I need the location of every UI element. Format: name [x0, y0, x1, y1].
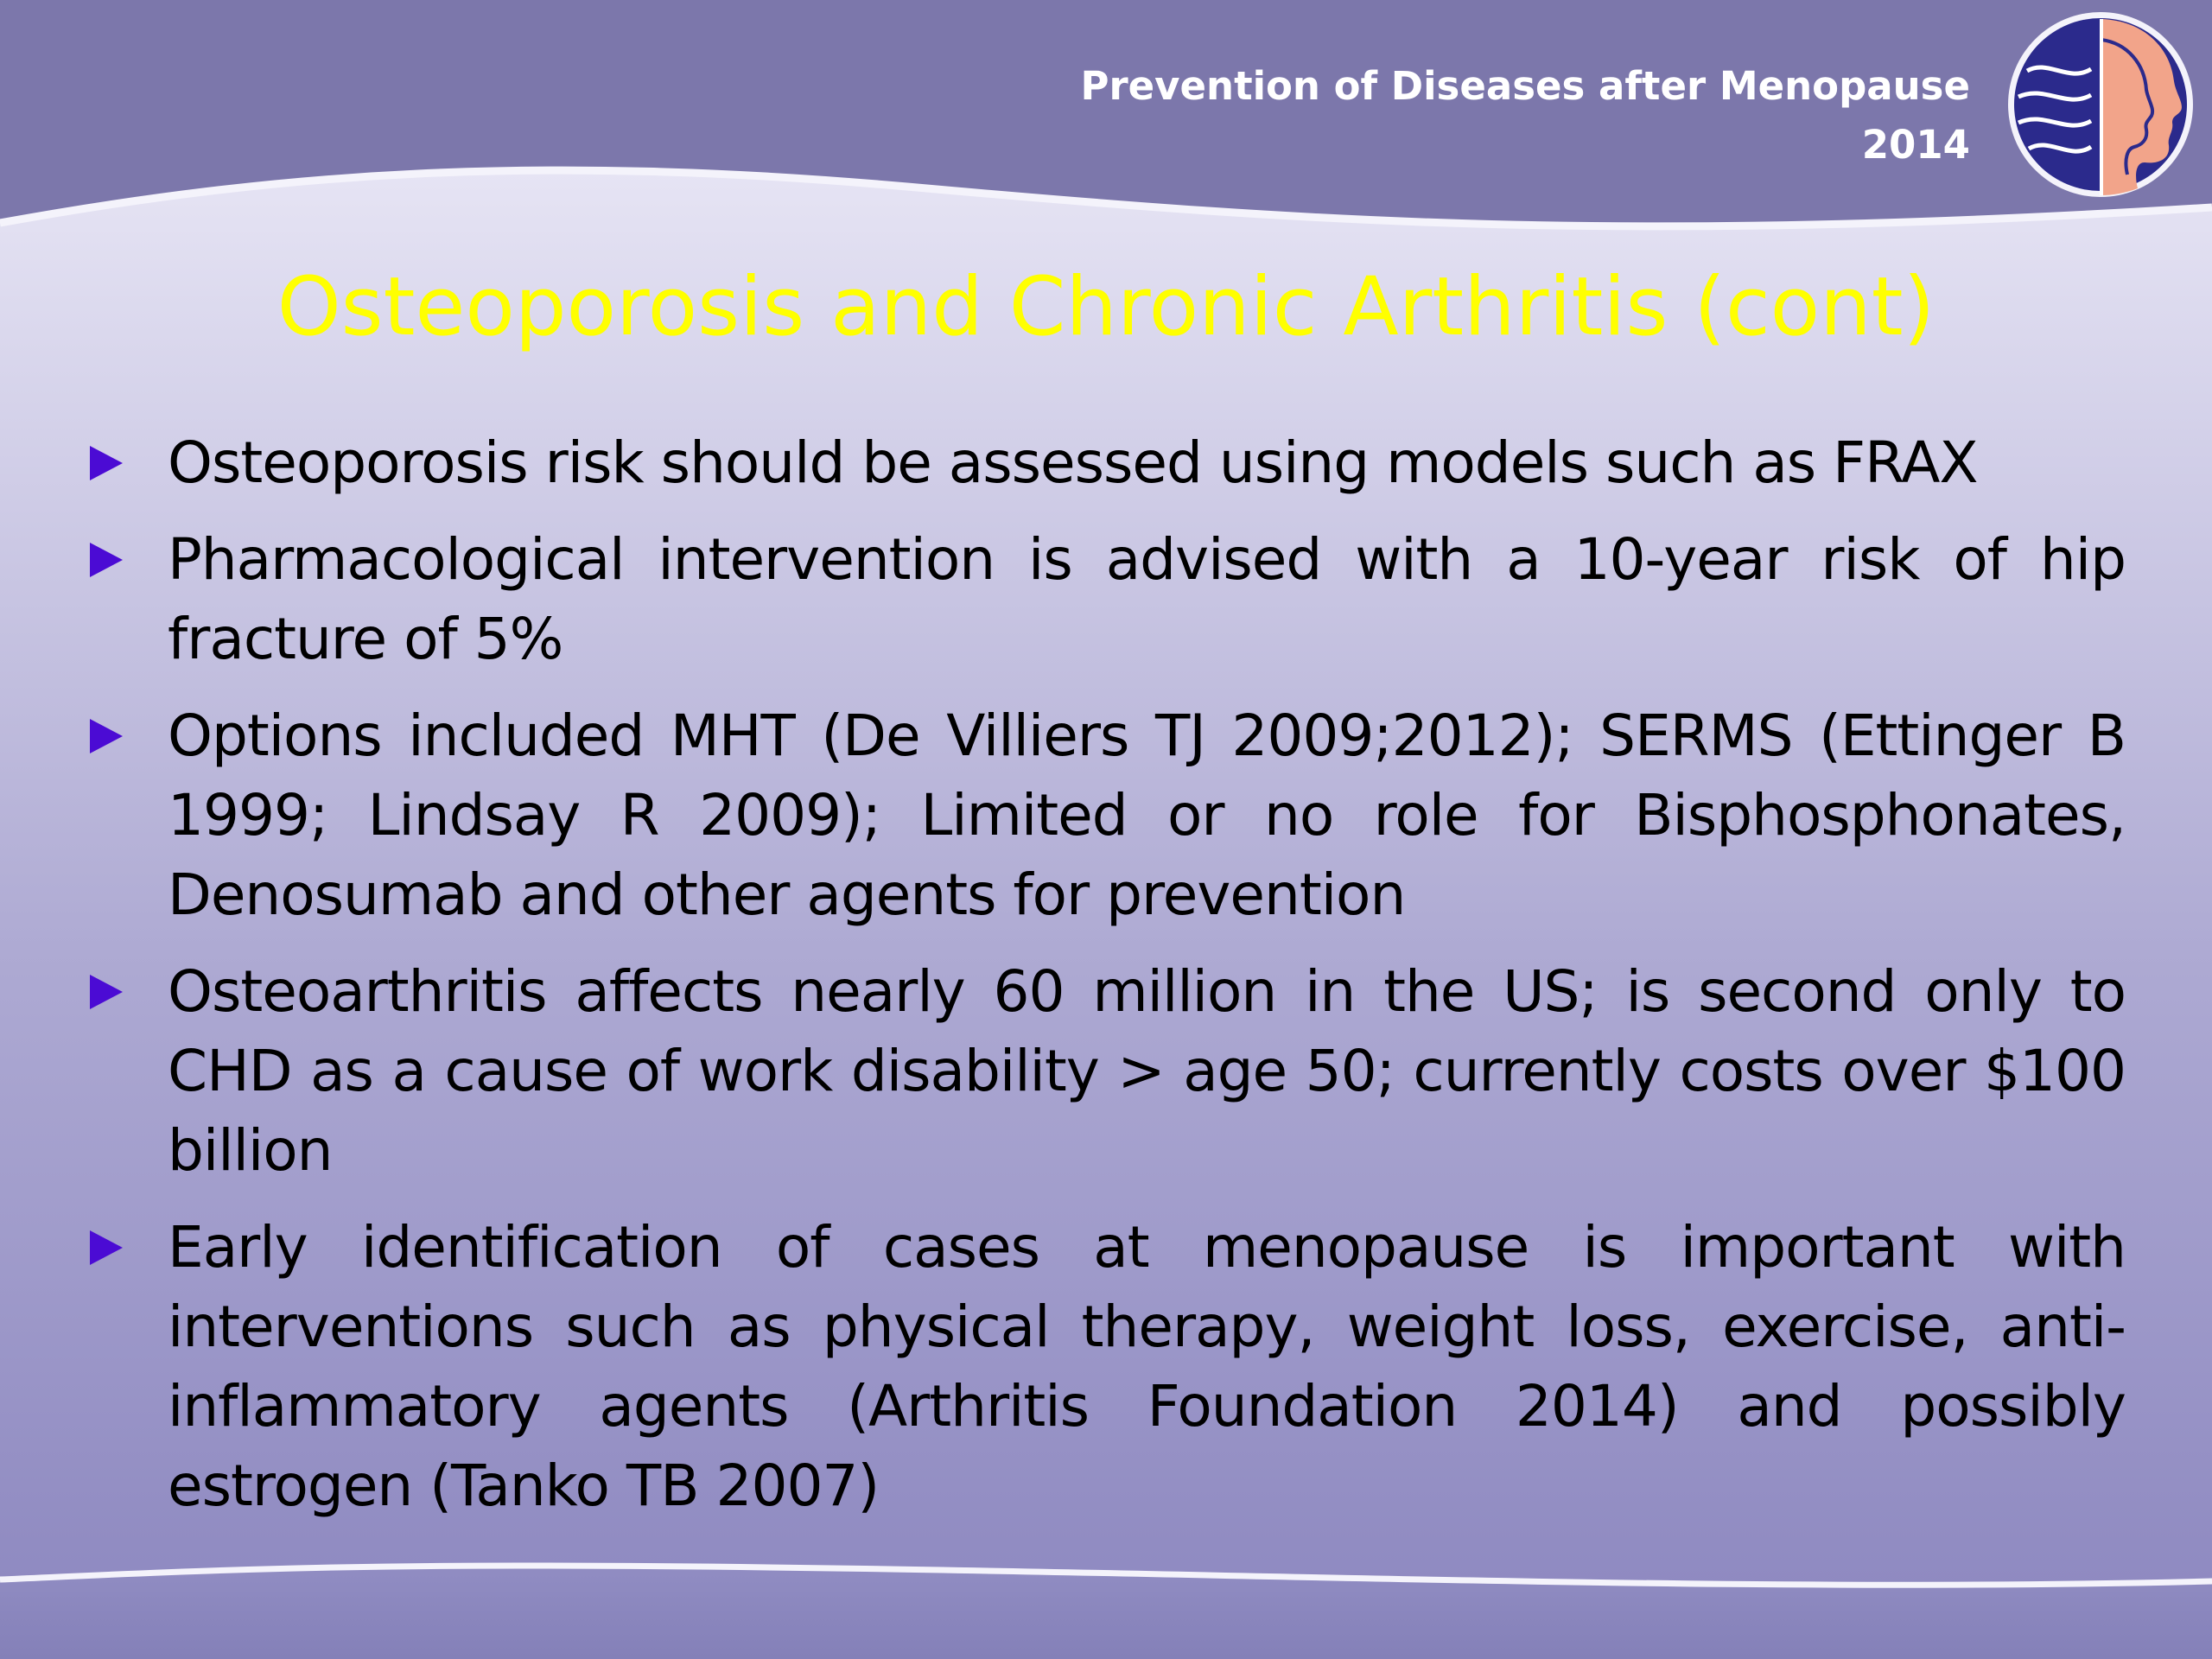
conference-title-line1: Prevention of Diseases after Menopause	[1080, 63, 1970, 109]
bullet-text: Early identification of cases at menopause is important with interventions such as physical therapy, weight loss, exercise, anti-inflammatory agents (Arthritis Foundation 2014) and possibly estrogen (Tanko TB 2007)	[168, 1214, 2126, 1519]
list-item	[78, 696, 2126, 935]
conference-title	[760, 57, 1970, 175]
slide-title: Osteoporosis and Chronic Arthritis (cont)	[276, 260, 1936, 354]
list-item	[78, 1208, 2126, 1526]
triangle-bullet-icon	[90, 975, 123, 1009]
bullet-list	[78, 423, 2126, 1543]
profile-faces-logo-icon	[2006, 10, 2195, 199]
triangle-bullet-icon	[90, 543, 123, 577]
triangle-bullet-icon	[90, 446, 123, 480]
bullet-text: Osteoporosis risk should be assessed using models such as FRAX	[168, 429, 1978, 496]
bullet-text: Options included MHT (De Villiers TJ 2009;2012); SERMS (Ettinger B 1999; Lindsay R 2009); Limited or no role for Bisphosphonates, Denosumab and other agents for prevention	[168, 702, 2126, 928]
triangle-bullet-icon	[90, 719, 123, 753]
list-item	[78, 520, 2126, 679]
list-item	[78, 423, 2126, 503]
triangle-bullet-icon	[90, 1230, 123, 1265]
bullet-text: Pharmacological intervention is advised with a 10-year risk of hip fracture of 5%	[168, 526, 2126, 672]
conference-title-line2: 2014	[1861, 122, 1970, 168]
list-item	[78, 952, 2126, 1191]
bullet-text: Osteoarthritis affects nearly 60 million in the US; is second only to CHD as a cause of work disability > age 50; currently costs over $100 billion	[168, 958, 2126, 1184]
